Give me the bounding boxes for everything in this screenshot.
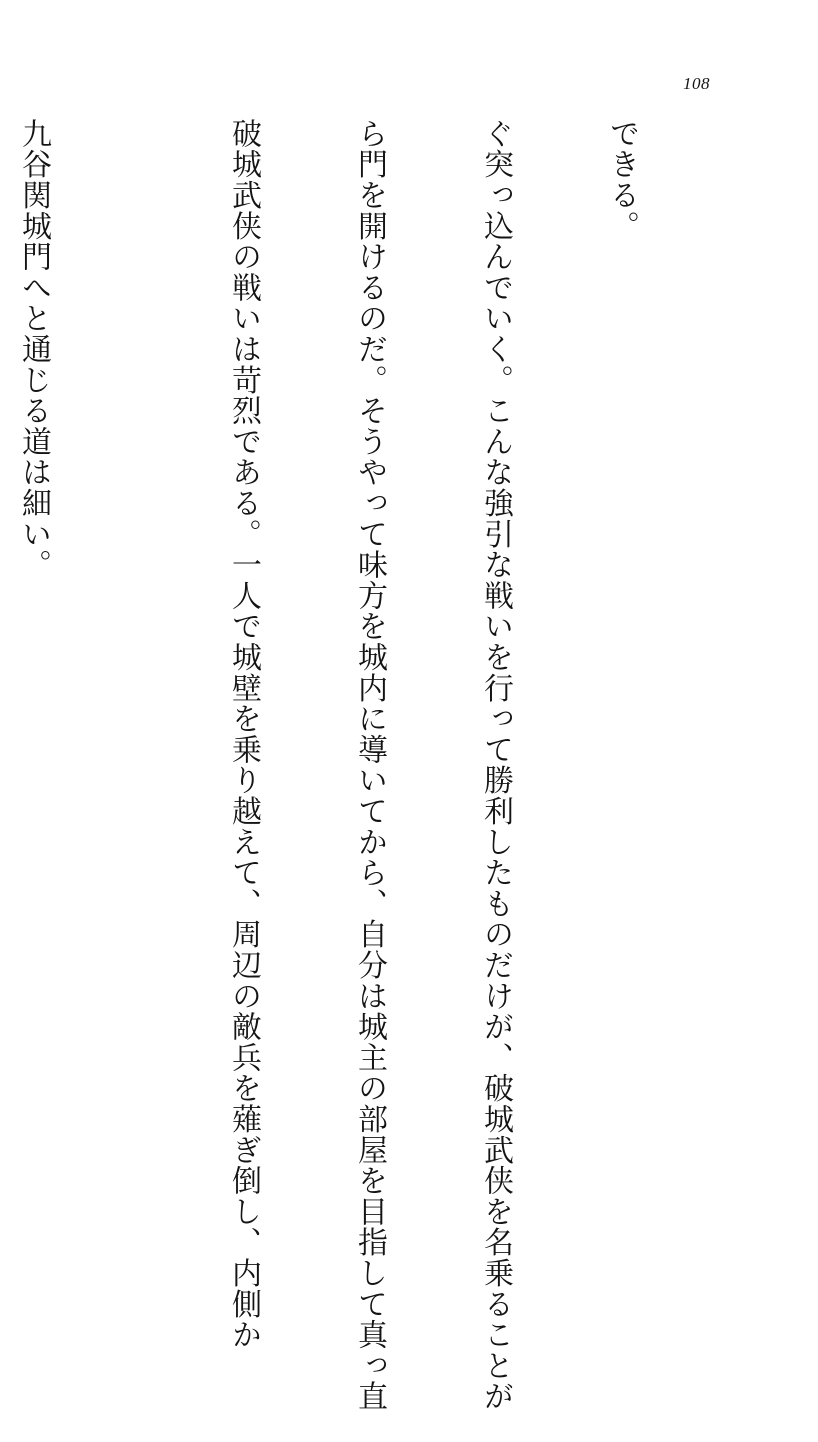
body-text (0, 118, 726, 1412)
page-number: 108 (683, 74, 710, 93)
text-column: ら門を開けるのだ。そうやって味方を城内に導いてから、自分は城主の部屋を目指して真っ直 (352, 118, 387, 1412)
text-column: ぐ突っ込んでいく。こんな強引な戦いを行って勝利したものだけが、破城武侠を名乗ることが (478, 118, 513, 1412)
text-column: 破城武侠の戦いは苛烈である。一人で城壁を乗り越えて、周辺の敵兵を薙ぎ倒し、内側か (226, 118, 261, 1350)
text-column: できる。 (604, 118, 639, 242)
text-column: 九谷関城門へと通じる道は細い。 (16, 118, 51, 580)
